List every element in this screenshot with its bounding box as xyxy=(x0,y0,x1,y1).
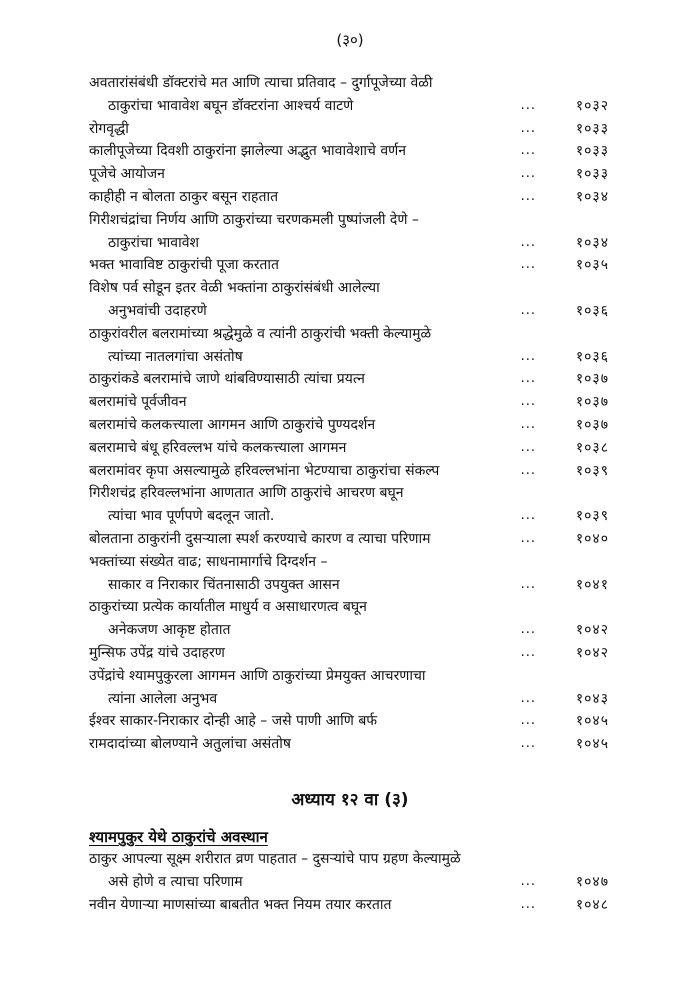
toc-entry xyxy=(89,277,609,323)
leader-dots: ... xyxy=(520,713,536,729)
section-entries xyxy=(89,848,609,916)
toc-page-number: १०३७ xyxy=(575,394,609,411)
toc-entry-text: भक्तांच्या संख्येत वाढ; साधनामार्गाचे दिग्दर्शन – xyxy=(89,553,328,570)
toc-entry-text: ठाकुरांचा भावावेश बघून डॉक्टरांना आश्चर्य वाटणे xyxy=(108,97,354,114)
toc-entry xyxy=(89,551,609,597)
toc-entry xyxy=(89,186,609,209)
toc-entry-text: बलरामाचे बंधू हरिवल्लभ यांचे कलकत्त्याला आगमन xyxy=(89,439,347,456)
leader-dots: ... xyxy=(520,736,536,752)
toc-entry-text: कालीपूजेच्या दिवशी ठाकुरांना झालेल्या अद्भुत भावावेशाचे वर्णन xyxy=(89,143,407,160)
leader-dots: ... xyxy=(520,302,536,318)
toc-entry-text: विशेष पर्व सोडून इतर वेळी भक्तांना ठाकुरांसंबंधी आलेल्या xyxy=(89,280,380,297)
toc-entry-text: काहीही न बोलता ठाकुर बसून राहतात xyxy=(89,188,279,205)
toc-page-number: १०३६ xyxy=(575,348,609,365)
toc-page-number: १०४५ xyxy=(575,736,609,753)
leader-dots: ... xyxy=(520,416,536,432)
toc-page-number: १०३३ xyxy=(575,166,609,183)
toc-entry xyxy=(89,642,609,665)
section-title: श्यामपुकुर येथे ठाकुरांचे अवस्थान xyxy=(89,828,268,846)
toc-entry xyxy=(89,848,609,894)
leader-dots: ... xyxy=(520,508,536,524)
leader-dots: ... xyxy=(520,120,536,136)
leader-dots: ... xyxy=(520,371,536,387)
toc-page-number: १०४५ xyxy=(575,713,609,730)
toc-page-number: १०३३ xyxy=(575,120,609,137)
toc-entry xyxy=(89,209,609,255)
toc-entry-text: अनेकजण आकृष्ट होतात xyxy=(108,622,231,639)
toc-entry-text: बलरामांचे कलकत्त्याला आगमन आणि ठाकुरांचे पुण्यदर्शन xyxy=(89,416,376,433)
toc-entry-text: मुन्सिफ उपेंद्र यांचे उदाहरण xyxy=(89,644,225,661)
toc-entry-text: रामदादांच्या बोलण्याने अतुलांचा असंतोष xyxy=(89,736,291,753)
toc-page-number: १०३२ xyxy=(575,97,609,114)
toc-entry-text: ठाकुरांकडे बलरामांचे जाणे थांबविण्यासाठी त्यांचा प्रयत्न xyxy=(89,371,365,388)
leader-dots: ... xyxy=(520,143,536,159)
toc-entry xyxy=(89,482,609,528)
section xyxy=(89,826,609,916)
toc-entry xyxy=(89,72,609,118)
toc-page-number: १०३७ xyxy=(575,416,609,433)
toc-entry-text: उपेंद्रांचे श्यामपुकुरला आगमन आणि ठाकुरांच्या प्रेमयुक्त आचरणाचा xyxy=(89,667,426,684)
toc-entry xyxy=(89,894,609,917)
toc-page-number: १०३९ xyxy=(575,462,609,479)
toc-entry-text: अनुभवांची उदाहरणे xyxy=(108,302,207,319)
toc-page-number: १०३५ xyxy=(575,257,609,274)
toc-entry xyxy=(89,254,609,277)
leader-dots: ... xyxy=(520,622,536,638)
leader-dots: ... xyxy=(520,690,536,706)
toc-entry xyxy=(89,665,609,711)
toc-entry-text: ठाकुरांवरील बलरामांच्या श्रद्धेमुळे व त्यांनी ठाकुरांची भक्ती केल्यामुळे xyxy=(89,325,432,342)
toc-entry xyxy=(89,140,609,163)
toc-entry xyxy=(89,391,609,414)
leader-dots: ... xyxy=(520,576,536,592)
toc-entry-text: रोगवृद्धी xyxy=(89,120,129,137)
toc-entry xyxy=(89,368,609,391)
toc-entry xyxy=(89,437,609,460)
chapter-heading: अध्याय १२ वा (३) xyxy=(291,790,409,810)
page-number: (३०) xyxy=(336,31,364,49)
toc-entry xyxy=(89,528,609,551)
toc-entry-text: त्यांचा भाव पूर्णपणे बदलून जातो. xyxy=(108,508,275,525)
leader-dots: ... xyxy=(520,188,536,204)
toc-page-number: १०३४ xyxy=(575,188,609,205)
toc-entry-text: त्यांच्या नातलगांचा असंतोष xyxy=(108,348,243,365)
leader-dots: ... xyxy=(520,462,536,478)
toc-page-number: १०३३ xyxy=(575,143,609,160)
toc-entry xyxy=(89,596,609,642)
toc-entry-text: नवीन येणाऱ्या माणसांच्या बाबतीत भक्त नियम तयार करतात xyxy=(89,896,392,913)
toc-entry-text: अवतारांसंबंधी डॉक्टरांचे मत आणि त्याचा प्रतिवाद – दुर्गापूजेच्या वेळी xyxy=(89,75,433,91)
toc-page-number: १०४२ xyxy=(575,644,609,661)
toc-entry xyxy=(89,460,609,483)
toc-entry-text: गिरीशचंद्रांचा निर्णय आणि ठाकुरांच्या चरणकमली पुष्पांजली देणे – xyxy=(89,211,419,228)
leader-dots: ... xyxy=(520,530,536,546)
toc-entry-text: पूजेचे आयोजन xyxy=(89,166,165,183)
leader-dots: ... xyxy=(520,348,536,364)
toc-entry xyxy=(89,118,609,141)
toc-entry-text: गिरीशचंद्र हरिवल्लभांना आणतात आणि ठाकुरांचे आचरण बघून xyxy=(89,485,404,502)
toc-page-number: १०४१ xyxy=(575,576,609,593)
toc-page-number: १०४३ xyxy=(575,690,609,707)
toc-entry-text: ईश्वर साकार-निराकार दोन्ही आहे – जसे पाणी आणि बर्फ xyxy=(89,713,378,730)
toc-entry-text: असे होणे व त्याचा परिणाम xyxy=(108,873,243,890)
toc-page-number: १०४७ xyxy=(575,873,609,890)
toc-entry-text: त्यांना आलेला अनुभव xyxy=(108,690,218,707)
toc-entry xyxy=(89,323,609,369)
toc-entry-text: बोलताना ठाकुरांनी दुसऱ्याला स्पर्श करण्याचे कारण व त्याचा परिणाम xyxy=(89,530,431,547)
toc-entry-text: ठाकुरांच्या प्रत्येक कार्यातील माधुर्य व असाधारणत्व बघून xyxy=(89,599,367,616)
leader-dots: ... xyxy=(520,439,536,455)
toc-entry xyxy=(89,414,609,437)
toc-entry-text: साकार व निराकार चिंतनासाठी उपयुक्त आसन xyxy=(108,576,340,593)
table-of-contents xyxy=(89,72,609,756)
toc-page-number: १०३४ xyxy=(575,234,609,251)
toc-page-number: १०४२ xyxy=(575,622,609,639)
leader-dots: ... xyxy=(520,896,536,912)
leader-dots: ... xyxy=(520,234,536,250)
toc-entry-text: ठाकुरांचा भावावेश xyxy=(108,234,200,251)
toc-page-number: १०३९ xyxy=(575,508,609,525)
toc-entry-text: बलरामांचे पूर्वजीवन xyxy=(89,394,187,411)
leader-dots: ... xyxy=(520,873,536,889)
toc-page-number: १०३६ xyxy=(575,302,609,319)
toc-entry-text: बलरामांवर कृपा असल्यामुळे हरिवल्लभांना भेटण्याचा ठाकुरांचा संकल्प xyxy=(89,462,440,479)
toc-entry xyxy=(89,163,609,186)
toc-page-number: १०४० xyxy=(575,530,609,547)
toc-entry-text: भक्त भावाविष्ट ठाकुरांची पूजा करतात xyxy=(89,257,280,274)
toc-page-number: १०३८ xyxy=(575,439,609,456)
leader-dots: ... xyxy=(520,394,536,410)
toc-page-number: १०३७ xyxy=(575,371,609,388)
leader-dots: ... xyxy=(520,97,536,113)
toc-page-number: १०४८ xyxy=(575,896,609,913)
toc-entry xyxy=(89,733,609,756)
leader-dots: ... xyxy=(520,257,536,273)
leader-dots: ... xyxy=(520,644,536,660)
toc-entry xyxy=(89,710,609,733)
toc-entry-text: ठाकुर आपल्या सूक्ष्म शरीरात व्रण पाहतात – दुसऱ्यांचे पाप ग्रहण केल्यामुळे xyxy=(89,851,461,867)
leader-dots: ... xyxy=(520,166,536,182)
